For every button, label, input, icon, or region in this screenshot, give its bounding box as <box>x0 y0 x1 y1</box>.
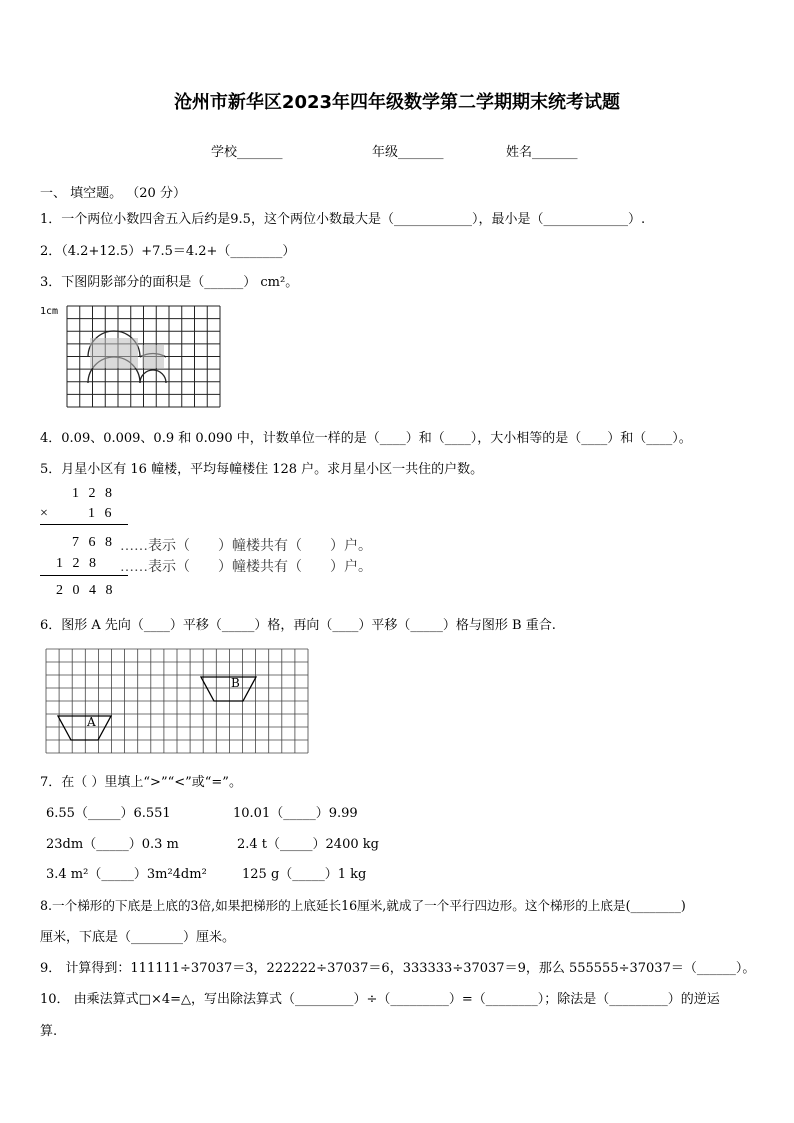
question-8-line-2: 厘米，下底是（________）厘米。 <box>40 930 236 945</box>
question-9: 9． 计算得到：111111÷37037＝3，222222÷37037＝6，333333÷37037＝9，那么 555555÷37037＝（______）。 <box>40 961 756 976</box>
shaded-area-figure <box>66 305 222 409</box>
school-field[interactable]: 学校_______ <box>211 145 283 160</box>
question-2: 2．（4.2+12.5）+7.5＝4.2+（________） <box>40 244 296 259</box>
question-8-line-1: 8.一个梯形的下底是上底的3倍,如果把梯形的上底延长16厘米,就成了一个平行四边形。这个梯形的上底是(________) <box>40 898 686 913</box>
question-4: 4．0.09、0.009、0.9 和 0.090 中，计数单位一样的是（____）和（____），大小相等的是（____）和（____）。 <box>40 431 692 446</box>
calc-row-5: 2 0 4 8 <box>56 583 116 598</box>
page-title: 沧州市新华区2023年四年级数学第二学期期末统考试题 <box>173 92 621 113</box>
calc-note-2: ……表示（ ）幢楼共有（ ）户。 <box>120 560 372 575</box>
shape-b <box>201 677 256 701</box>
question-10-line-2: 算. <box>40 1024 58 1039</box>
compare-item-5: 3.4 m²（_____）3m²4dm² <box>46 867 207 882</box>
name-field[interactable]: 姓名_______ <box>506 145 578 160</box>
section-heading: 一、 填空题。 （20 分） <box>40 186 186 201</box>
shape-a-label: A <box>87 715 96 729</box>
times-sign: × <box>40 506 51 521</box>
compare-item-4: 2.4 t（_____）2400 kg <box>237 837 379 852</box>
question-10-line-1: 10． 由乘法算式□×4=△，写出除法算式（_________）÷（_________）=（________）；除法是（_________）的逆运 <box>40 992 720 1007</box>
calc-row-2: 1 6 <box>88 506 115 521</box>
grade-field[interactable]: 年级_______ <box>372 145 444 160</box>
compare-item-2: 10.01（_____）9.99 <box>233 806 358 821</box>
grid-unit-label: 1cm <box>40 306 59 317</box>
question-3: 3．下图阴影部分的面积是（______） cm²。 <box>40 275 299 290</box>
shape-a <box>58 716 111 740</box>
question-7: 7．在（ ）里填上“>”“<”或“=”。 <box>40 775 242 790</box>
calc-row-1: 1 2 8 <box>72 486 115 501</box>
calc-row-3: 7 6 8 <box>72 535 115 550</box>
calc-row-4: 1 2 8 <box>56 556 99 571</box>
compare-item-1: 6.55（_____）6.551 <box>46 806 171 821</box>
calc-line-1 <box>40 524 128 525</box>
shape-b-label: B <box>231 676 240 690</box>
calc-note-1: ……表示（ ）幢楼共有（ ）户。 <box>120 539 372 554</box>
calc-line-2 <box>40 575 128 576</box>
question-5: 5．月星小区有 16 幢楼，平均每幢楼住 128 户。求月星小区一共住的户数。 <box>40 462 484 477</box>
compare-item-6: 125 g（_____）1 kg <box>242 867 367 882</box>
question-6: 6．图形 A 先向（____）平移（_____）格，再向（____）平移（_____）格与图形 B 重合. <box>40 618 556 633</box>
question-1: 1．一个两位小数四舍五入后约是9.5，这个两位小数最大是（____________），最小是（_____________）. <box>40 212 646 227</box>
compare-item-3: 23dm（_____）0.3 m <box>46 837 179 852</box>
translation-grid-figure <box>45 648 309 754</box>
